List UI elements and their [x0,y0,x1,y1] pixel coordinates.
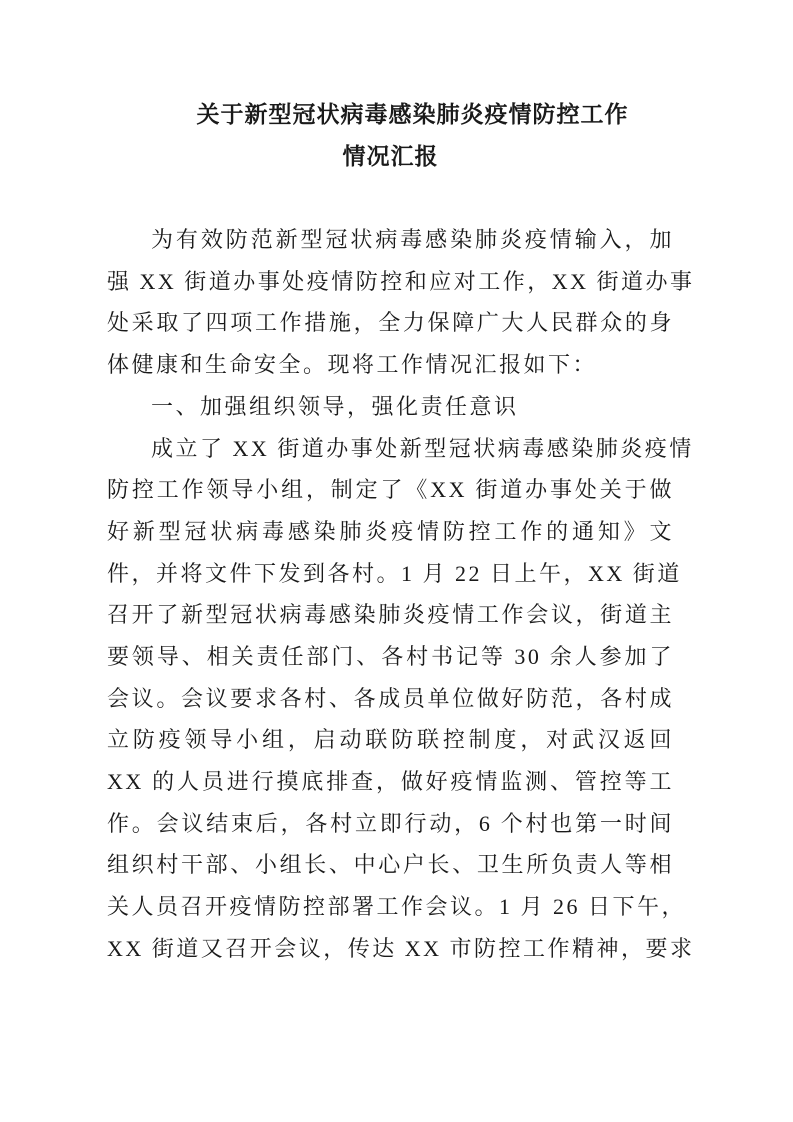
body-line: 为有效防范新型冠状病毒感染肺炎疫情输入，加 [151,227,674,253]
body-line: 要领导、相关责任部门、各村书记等 30 余人参加了 [107,643,674,669]
section-heading: 一、加强组织领导，强化责任意识 [151,393,519,419]
body-line: 件，并将文件下发到各村。1 月 22 日上午，XX 街道 [107,560,682,586]
body-line: 防控工作领导小组，制定了《XX 街道办事处关于做 [107,477,674,503]
title-line-2: 情况汇报 [342,143,439,169]
body-line: 作。会议结束后，各村立即行动，6 个村也第一时间 [107,810,674,836]
body-line: 立防疫领导小组，启动联防联控制度，对武汉返回 [107,727,674,753]
document-title [107,94,674,177]
body-line: XX 街道又召开会议，传达 XX 市防控工作精神，要求 [107,935,695,961]
body-line: 处采取了四项工作措施，全力保障广大人民群众的身 [107,310,674,336]
document-body [107,219,695,969]
body-line: 体健康和生命安全。现将工作情况汇报如下： [107,352,598,378]
body-line: 成立了 XX 街道办事处新型冠状病毒感染肺炎疫情 [151,435,694,461]
body-line: 召开了新型冠状病毒感染肺炎疫情工作会议，街道主 [107,602,674,628]
body-line: 好新型冠状病毒感染肺炎疫情防控工作的通知》文 [107,518,674,544]
body-line: 会议。会议要求各村、各成员单位做好防范，各村成 [107,685,674,711]
body-line: 组织村干部、小组长、中心户长、卫生所负责人等相 [107,852,674,878]
body-line: 关人员召开疫情防控部署工作会议。1 月 26 日下午， [107,894,687,920]
body-line: XX 的人员进行摸底排查，做好疫情监测、管控等工 [107,769,674,794]
title-body-gap [107,177,674,219]
document-content [107,94,695,969]
title-line-1: 关于新型冠状病毒感染肺炎疫情防控工作 [196,102,629,127]
body-line: 强 XX 街道办事处疫情防控和应对工作，XX 街道办事 [107,268,695,294]
